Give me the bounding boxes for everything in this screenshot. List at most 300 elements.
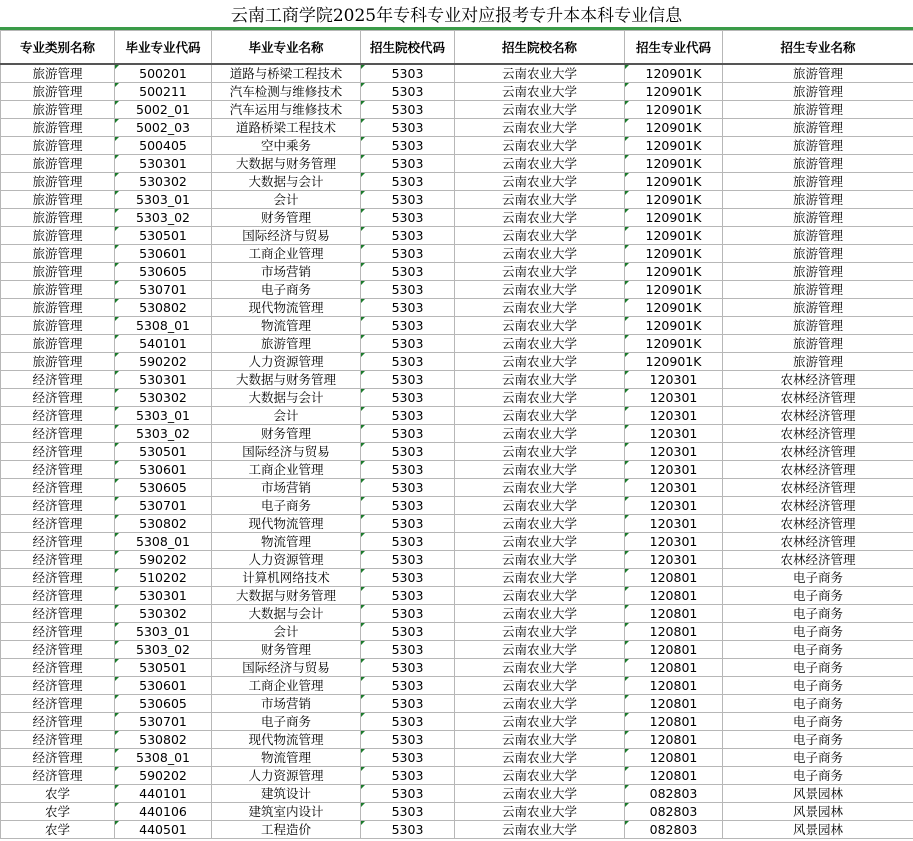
cell-category[interactable]: 经济管理 <box>1 371 115 389</box>
cell-enroll-major[interactable]: 旅游管理 <box>723 173 913 191</box>
cell-category[interactable]: 经济管理 <box>1 407 115 425</box>
cell-enroll-major[interactable]: 农林经济管理 <box>723 371 913 389</box>
cell-grad-code[interactable]: 530301 <box>115 587 212 605</box>
cell-grad-code[interactable]: 530501 <box>115 227 212 245</box>
cell-enroll-code[interactable]: 120301 <box>625 515 723 533</box>
cell-school-code[interactable]: 5303 <box>361 245 455 263</box>
cell-school-name[interactable]: 云南农业大学 <box>455 101 625 119</box>
cell-enroll-code[interactable]: 120901K <box>625 263 723 281</box>
cell-enroll-code[interactable]: 120801 <box>625 623 723 641</box>
cell-enroll-code[interactable]: 120901K <box>625 209 723 227</box>
cell-category[interactable]: 经济管理 <box>1 425 115 443</box>
cell-grad-code[interactable]: 530302 <box>115 173 212 191</box>
cell-grad-code[interactable]: 540101 <box>115 335 212 353</box>
cell-school-name[interactable]: 云南农业大学 <box>455 245 625 263</box>
cell-category[interactable]: 旅游管理 <box>1 101 115 119</box>
cell-grad-major[interactable]: 财务管理 <box>212 425 361 443</box>
cell-enroll-code[interactable]: 120801 <box>625 713 723 731</box>
cell-school-name[interactable]: 云南农业大学 <box>455 389 625 407</box>
cell-enroll-major[interactable]: 电子商务 <box>723 749 913 767</box>
cell-grad-major[interactable]: 汽车检测与维修技术 <box>212 83 361 101</box>
cell-enroll-major[interactable]: 旅游管理 <box>723 137 913 155</box>
cell-school-name[interactable]: 云南农业大学 <box>455 425 625 443</box>
cell-school-name[interactable]: 云南农业大学 <box>455 695 625 713</box>
cell-grad-major[interactable]: 大数据与财务管理 <box>212 587 361 605</box>
cell-grad-code[interactable]: 530501 <box>115 659 212 677</box>
header-enroll-code[interactable]: 招生专业代码 <box>625 31 723 65</box>
cell-enroll-major[interactable]: 电子商务 <box>723 587 913 605</box>
cell-grad-major[interactable]: 工商企业管理 <box>212 245 361 263</box>
cell-grad-code[interactable]: 5308_01 <box>115 533 212 551</box>
cell-school-code[interactable]: 5303 <box>361 155 455 173</box>
cell-school-code[interactable]: 5303 <box>361 641 455 659</box>
cell-enroll-code[interactable]: 120301 <box>625 407 723 425</box>
cell-grad-code[interactable]: 500211 <box>115 83 212 101</box>
cell-enroll-major[interactable]: 旅游管理 <box>723 119 913 137</box>
cell-school-name[interactable]: 云南农业大学 <box>455 83 625 101</box>
cell-category[interactable]: 旅游管理 <box>1 83 115 101</box>
cell-enroll-code[interactable]: 120901K <box>625 317 723 335</box>
cell-enroll-major[interactable]: 农林经济管理 <box>723 443 913 461</box>
cell-enroll-major[interactable]: 旅游管理 <box>723 227 913 245</box>
cell-enroll-major[interactable]: 电子商务 <box>723 731 913 749</box>
cell-school-code[interactable]: 5303 <box>361 173 455 191</box>
cell-school-name[interactable]: 云南农业大学 <box>455 443 625 461</box>
cell-category[interactable]: 经济管理 <box>1 695 115 713</box>
cell-school-name[interactable]: 云南农业大学 <box>455 173 625 191</box>
cell-school-code[interactable]: 5303 <box>361 191 455 209</box>
cell-school-name[interactable]: 云南农业大学 <box>455 137 625 155</box>
cell-grad-major[interactable]: 会计 <box>212 623 361 641</box>
cell-school-name[interactable]: 云南农业大学 <box>455 641 625 659</box>
cell-enroll-major[interactable]: 电子商务 <box>723 641 913 659</box>
cell-category[interactable]: 旅游管理 <box>1 281 115 299</box>
cell-enroll-code[interactable]: 120801 <box>625 749 723 767</box>
cell-enroll-code[interactable]: 120301 <box>625 371 723 389</box>
cell-category[interactable]: 经济管理 <box>1 587 115 605</box>
cell-grad-major[interactable]: 国际经济与贸易 <box>212 659 361 677</box>
cell-enroll-code[interactable]: 082803 <box>625 803 723 821</box>
cell-grad-code[interactable]: 530605 <box>115 263 212 281</box>
cell-school-code[interactable]: 5303 <box>361 227 455 245</box>
cell-enroll-code[interactable]: 120801 <box>625 695 723 713</box>
cell-grad-code[interactable]: 530802 <box>115 299 212 317</box>
cell-grad-code[interactable]: 440106 <box>115 803 212 821</box>
cell-category[interactable]: 经济管理 <box>1 461 115 479</box>
cell-grad-code[interactable]: 5002_03 <box>115 119 212 137</box>
cell-category[interactable]: 旅游管理 <box>1 245 115 263</box>
cell-category[interactable]: 旅游管理 <box>1 317 115 335</box>
cell-category[interactable]: 经济管理 <box>1 497 115 515</box>
cell-school-code[interactable]: 5303 <box>361 209 455 227</box>
cell-school-code[interactable]: 5303 <box>361 497 455 515</box>
cell-grad-major[interactable]: 道路与桥梁工程技术 <box>212 64 361 83</box>
cell-enroll-code[interactable]: 120801 <box>625 587 723 605</box>
cell-category[interactable]: 经济管理 <box>1 389 115 407</box>
cell-school-name[interactable]: 云南农业大学 <box>455 497 625 515</box>
cell-enroll-major[interactable]: 旅游管理 <box>723 64 913 83</box>
cell-school-name[interactable]: 云南农业大学 <box>455 335 625 353</box>
cell-school-code[interactable]: 5303 <box>361 623 455 641</box>
cell-grad-code[interactable]: 530501 <box>115 443 212 461</box>
cell-grad-major[interactable]: 大数据与会计 <box>212 173 361 191</box>
cell-grad-code[interactable]: 5303_01 <box>115 623 212 641</box>
cell-school-code[interactable]: 5303 <box>361 785 455 803</box>
cell-school-name[interactable]: 云南农业大学 <box>455 587 625 605</box>
cell-school-code[interactable]: 5303 <box>361 443 455 461</box>
cell-school-code[interactable]: 5303 <box>361 551 455 569</box>
cell-school-code[interactable]: 5303 <box>361 767 455 785</box>
cell-school-code[interactable]: 5303 <box>361 749 455 767</box>
cell-enroll-major[interactable]: 电子商务 <box>723 677 913 695</box>
cell-category[interactable]: 旅游管理 <box>1 155 115 173</box>
cell-grad-code[interactable]: 5308_01 <box>115 317 212 335</box>
cell-enroll-code[interactable]: 120901K <box>625 83 723 101</box>
cell-school-name[interactable]: 云南农业大学 <box>455 263 625 281</box>
cell-grad-major[interactable]: 物流管理 <box>212 749 361 767</box>
cell-enroll-code[interactable]: 120901K <box>625 173 723 191</box>
cell-grad-major[interactable]: 现代物流管理 <box>212 515 361 533</box>
cell-school-code[interactable]: 5303 <box>361 677 455 695</box>
cell-enroll-major[interactable]: 农林经济管理 <box>723 497 913 515</box>
cell-enroll-major[interactable]: 旅游管理 <box>723 353 913 371</box>
cell-grad-code[interactable]: 440101 <box>115 785 212 803</box>
cell-enroll-code[interactable]: 120801 <box>625 767 723 785</box>
cell-enroll-code[interactable]: 120901K <box>625 64 723 83</box>
cell-school-name[interactable]: 云南农业大学 <box>455 821 625 839</box>
cell-grad-major[interactable]: 财务管理 <box>212 209 361 227</box>
cell-category[interactable]: 经济管理 <box>1 623 115 641</box>
cell-grad-major[interactable]: 汽车运用与维修技术 <box>212 101 361 119</box>
cell-school-code[interactable]: 5303 <box>361 317 455 335</box>
cell-school-code[interactable]: 5303 <box>361 389 455 407</box>
cell-school-code[interactable]: 5303 <box>361 731 455 749</box>
cell-grad-code[interactable]: 5303_02 <box>115 641 212 659</box>
cell-grad-code[interactable]: 530301 <box>115 371 212 389</box>
cell-school-name[interactable]: 云南农业大学 <box>455 209 625 227</box>
cell-category[interactable]: 经济管理 <box>1 569 115 587</box>
cell-enroll-major[interactable]: 农林经济管理 <box>723 425 913 443</box>
cell-grad-code[interactable]: 500201 <box>115 64 212 83</box>
cell-enroll-major[interactable]: 风景园林 <box>723 803 913 821</box>
cell-enroll-code[interactable]: 120801 <box>625 569 723 587</box>
cell-enroll-major[interactable]: 旅游管理 <box>723 209 913 227</box>
cell-enroll-major[interactable]: 风景园林 <box>723 821 913 839</box>
cell-grad-code[interactable]: 530302 <box>115 389 212 407</box>
cell-enroll-major[interactable]: 农林经济管理 <box>723 407 913 425</box>
cell-enroll-code[interactable]: 120801 <box>625 659 723 677</box>
cell-grad-code[interactable]: 530701 <box>115 281 212 299</box>
cell-school-code[interactable]: 5303 <box>361 119 455 137</box>
cell-school-name[interactable]: 云南农业大学 <box>455 713 625 731</box>
cell-enroll-code[interactable]: 082803 <box>625 785 723 803</box>
cell-school-code[interactable]: 5303 <box>361 713 455 731</box>
cell-enroll-major[interactable]: 电子商务 <box>723 695 913 713</box>
cell-grad-major[interactable]: 市场营销 <box>212 479 361 497</box>
cell-enroll-code[interactable]: 120901K <box>625 137 723 155</box>
cell-grad-code[interactable]: 5308_01 <box>115 749 212 767</box>
cell-category[interactable]: 农学 <box>1 821 115 839</box>
cell-category[interactable]: 旅游管理 <box>1 191 115 209</box>
cell-grad-code[interactable]: 5303_01 <box>115 407 212 425</box>
cell-grad-code[interactable]: 530605 <box>115 479 212 497</box>
cell-school-name[interactable]: 云南农业大学 <box>455 461 625 479</box>
cell-category[interactable]: 经济管理 <box>1 551 115 569</box>
cell-category[interactable]: 旅游管理 <box>1 263 115 281</box>
cell-school-name[interactable]: 云南农业大学 <box>455 803 625 821</box>
cell-enroll-major[interactable]: 旅游管理 <box>723 191 913 209</box>
cell-enroll-major[interactable]: 旅游管理 <box>723 335 913 353</box>
cell-grad-major[interactable]: 物流管理 <box>212 317 361 335</box>
cell-category[interactable]: 农学 <box>1 785 115 803</box>
cell-category[interactable]: 旅游管理 <box>1 353 115 371</box>
cell-grad-major[interactable]: 现代物流管理 <box>212 299 361 317</box>
cell-grad-major[interactable]: 工商企业管理 <box>212 677 361 695</box>
cell-school-name[interactable]: 云南农业大学 <box>455 371 625 389</box>
cell-enroll-major[interactable]: 旅游管理 <box>723 101 913 119</box>
cell-school-code[interactable]: 5303 <box>361 83 455 101</box>
cell-school-code[interactable]: 5303 <box>361 533 455 551</box>
cell-school-name[interactable]: 云南农业大学 <box>455 64 625 83</box>
cell-category[interactable]: 经济管理 <box>1 641 115 659</box>
cell-school-name[interactable]: 云南农业大学 <box>455 317 625 335</box>
cell-grad-major[interactable]: 建筑室内设计 <box>212 803 361 821</box>
cell-category[interactable]: 旅游管理 <box>1 299 115 317</box>
cell-grad-major[interactable]: 计算机网络技术 <box>212 569 361 587</box>
cell-enroll-code[interactable]: 120901K <box>625 155 723 173</box>
cell-grad-major[interactable]: 大数据与财务管理 <box>212 371 361 389</box>
cell-category[interactable]: 经济管理 <box>1 479 115 497</box>
cell-grad-code[interactable]: 530605 <box>115 695 212 713</box>
cell-enroll-code[interactable]: 120301 <box>625 425 723 443</box>
cell-grad-major[interactable]: 大数据与财务管理 <box>212 155 361 173</box>
cell-enroll-code[interactable]: 120901K <box>625 101 723 119</box>
cell-school-code[interactable]: 5303 <box>361 659 455 677</box>
cell-school-code[interactable]: 5303 <box>361 371 455 389</box>
cell-school-name[interactable]: 云南农业大学 <box>455 749 625 767</box>
cell-enroll-major[interactable]: 农林经济管理 <box>723 461 913 479</box>
cell-enroll-major[interactable]: 旅游管理 <box>723 317 913 335</box>
cell-grad-code[interactable]: 5303_02 <box>115 425 212 443</box>
cell-enroll-major[interactable]: 旅游管理 <box>723 155 913 173</box>
cell-school-name[interactable]: 云南农业大学 <box>455 569 625 587</box>
cell-category[interactable]: 旅游管理 <box>1 227 115 245</box>
cell-enroll-code[interactable]: 120901K <box>625 245 723 263</box>
cell-grad-major[interactable]: 电子商务 <box>212 281 361 299</box>
cell-grad-major[interactable]: 市场营销 <box>212 263 361 281</box>
cell-enroll-code[interactable]: 120901K <box>625 191 723 209</box>
cell-category[interactable]: 经济管理 <box>1 443 115 461</box>
cell-grad-major[interactable]: 人力资源管理 <box>212 551 361 569</box>
cell-school-code[interactable]: 5303 <box>361 263 455 281</box>
cell-school-code[interactable]: 5303 <box>361 515 455 533</box>
cell-enroll-major[interactable]: 旅游管理 <box>723 83 913 101</box>
cell-category[interactable]: 旅游管理 <box>1 119 115 137</box>
cell-grad-code[interactable]: 530302 <box>115 605 212 623</box>
cell-enroll-code[interactable]: 082803 <box>625 821 723 839</box>
cell-enroll-code[interactable]: 120301 <box>625 443 723 461</box>
cell-enroll-code[interactable]: 120301 <box>625 533 723 551</box>
cell-category[interactable]: 经济管理 <box>1 731 115 749</box>
cell-enroll-major[interactable]: 电子商务 <box>723 605 913 623</box>
header-school-code[interactable]: 招生院校代码 <box>361 31 455 65</box>
cell-school-code[interactable]: 5303 <box>361 299 455 317</box>
cell-grad-major[interactable]: 人力资源管理 <box>212 767 361 785</box>
cell-grad-major[interactable]: 会计 <box>212 407 361 425</box>
cell-enroll-major[interactable]: 旅游管理 <box>723 263 913 281</box>
cell-school-code[interactable]: 5303 <box>361 353 455 371</box>
cell-school-code[interactable]: 5303 <box>361 821 455 839</box>
cell-school-name[interactable]: 云南农业大学 <box>455 479 625 497</box>
cell-grad-code[interactable]: 440501 <box>115 821 212 839</box>
cell-enroll-major[interactable]: 电子商务 <box>723 623 913 641</box>
cell-grad-major[interactable]: 现代物流管理 <box>212 731 361 749</box>
cell-grad-major[interactable]: 大数据与会计 <box>212 389 361 407</box>
cell-school-code[interactable]: 5303 <box>361 425 455 443</box>
cell-enroll-major[interactable]: 农林经济管理 <box>723 533 913 551</box>
cell-category[interactable]: 经济管理 <box>1 677 115 695</box>
cell-school-name[interactable]: 云南农业大学 <box>455 155 625 173</box>
cell-enroll-code[interactable]: 120901K <box>625 299 723 317</box>
cell-school-name[interactable]: 云南农业大学 <box>455 731 625 749</box>
cell-grad-code[interactable]: 590202 <box>115 551 212 569</box>
cell-enroll-major[interactable]: 旅游管理 <box>723 281 913 299</box>
cell-grad-major[interactable]: 电子商务 <box>212 713 361 731</box>
cell-enroll-major[interactable]: 电子商务 <box>723 767 913 785</box>
cell-category[interactable]: 旅游管理 <box>1 64 115 83</box>
cell-grad-major[interactable]: 市场营销 <box>212 695 361 713</box>
cell-grad-major[interactable]: 道路桥梁工程技术 <box>212 119 361 137</box>
cell-school-name[interactable]: 云南农业大学 <box>455 659 625 677</box>
cell-school-code[interactable]: 5303 <box>361 695 455 713</box>
cell-school-name[interactable]: 云南农业大学 <box>455 353 625 371</box>
cell-enroll-code[interactable]: 120901K <box>625 119 723 137</box>
cell-grad-code[interactable]: 530301 <box>115 155 212 173</box>
cell-school-code[interactable]: 5303 <box>361 569 455 587</box>
header-school-name[interactable]: 招生院校名称 <box>455 31 625 65</box>
cell-grad-major[interactable]: 旅游管理 <box>212 335 361 353</box>
cell-grad-major[interactable]: 建筑设计 <box>212 785 361 803</box>
cell-enroll-major[interactable]: 农林经济管理 <box>723 479 913 497</box>
cell-grad-major[interactable]: 工程造价 <box>212 821 361 839</box>
cell-enroll-code[interactable]: 120301 <box>625 389 723 407</box>
cell-grad-code[interactable]: 590202 <box>115 353 212 371</box>
cell-grad-code[interactable]: 530601 <box>115 461 212 479</box>
cell-grad-major[interactable]: 会计 <box>212 191 361 209</box>
cell-enroll-major[interactable]: 电子商务 <box>723 569 913 587</box>
cell-school-name[interactable]: 云南农业大学 <box>455 281 625 299</box>
cell-grad-major[interactable]: 工商企业管理 <box>212 461 361 479</box>
cell-school-name[interactable]: 云南农业大学 <box>455 515 625 533</box>
cell-enroll-code[interactable]: 120901K <box>625 227 723 245</box>
cell-school-name[interactable]: 云南农业大学 <box>455 785 625 803</box>
cell-grad-code[interactable]: 530701 <box>115 713 212 731</box>
cell-school-code[interactable]: 5303 <box>361 335 455 353</box>
cell-category[interactable]: 旅游管理 <box>1 335 115 353</box>
cell-enroll-code[interactable]: 120301 <box>625 461 723 479</box>
cell-school-code[interactable]: 5303 <box>361 281 455 299</box>
cell-school-name[interactable]: 云南农业大学 <box>455 407 625 425</box>
cell-category[interactable]: 农学 <box>1 803 115 821</box>
cell-grad-code[interactable]: 5303_01 <box>115 191 212 209</box>
header-grad-major[interactable]: 毕业专业名称 <box>212 31 361 65</box>
cell-school-code[interactable]: 5303 <box>361 803 455 821</box>
cell-school-code[interactable]: 5303 <box>361 137 455 155</box>
cell-category[interactable]: 经济管理 <box>1 659 115 677</box>
cell-school-name[interactable]: 云南农业大学 <box>455 551 625 569</box>
cell-grad-code[interactable]: 5002_01 <box>115 101 212 119</box>
cell-school-code[interactable]: 5303 <box>361 101 455 119</box>
cell-category[interactable]: 旅游管理 <box>1 209 115 227</box>
cell-enroll-major[interactable]: 旅游管理 <box>723 299 913 317</box>
cell-grad-code[interactable]: 5303_02 <box>115 209 212 227</box>
cell-school-name[interactable]: 云南农业大学 <box>455 767 625 785</box>
cell-grad-code[interactable]: 530601 <box>115 245 212 263</box>
cell-grad-code[interactable]: 590202 <box>115 767 212 785</box>
cell-grad-major[interactable]: 国际经济与贸易 <box>212 227 361 245</box>
cell-category[interactable]: 经济管理 <box>1 767 115 785</box>
cell-school-name[interactable]: 云南农业大学 <box>455 227 625 245</box>
cell-enroll-code[interactable]: 120801 <box>625 677 723 695</box>
cell-school-name[interactable]: 云南农业大学 <box>455 605 625 623</box>
cell-school-code[interactable]: 5303 <box>361 479 455 497</box>
cell-grad-code[interactable]: 530802 <box>115 515 212 533</box>
cell-school-code[interactable]: 5303 <box>361 407 455 425</box>
cell-school-name[interactable]: 云南农业大学 <box>455 119 625 137</box>
header-grad-code[interactable]: 毕业专业代码 <box>115 31 212 65</box>
cell-category[interactable]: 经济管理 <box>1 515 115 533</box>
cell-school-code[interactable]: 5303 <box>361 605 455 623</box>
cell-enroll-code[interactable]: 120801 <box>625 641 723 659</box>
cell-enroll-major[interactable]: 电子商务 <box>723 659 913 677</box>
cell-grad-code[interactable]: 530802 <box>115 731 212 749</box>
cell-enroll-major[interactable]: 农林经济管理 <box>723 389 913 407</box>
header-enroll-major[interactable]: 招生专业名称 <box>723 31 913 65</box>
cell-school-name[interactable]: 云南农业大学 <box>455 533 625 551</box>
cell-grad-major[interactable]: 人力资源管理 <box>212 353 361 371</box>
cell-grad-code[interactable]: 510202 <box>115 569 212 587</box>
cell-school-code[interactable]: 5303 <box>361 587 455 605</box>
cell-category[interactable]: 经济管理 <box>1 605 115 623</box>
cell-enroll-code[interactable]: 120801 <box>625 605 723 623</box>
cell-enroll-code[interactable]: 120801 <box>625 731 723 749</box>
cell-school-code[interactable]: 5303 <box>361 461 455 479</box>
cell-enroll-code[interactable]: 120301 <box>625 479 723 497</box>
cell-school-name[interactable]: 云南农业大学 <box>455 191 625 209</box>
cell-enroll-major[interactable]: 旅游管理 <box>723 245 913 263</box>
cell-enroll-code[interactable]: 120901K <box>625 281 723 299</box>
cell-school-name[interactable]: 云南农业大学 <box>455 677 625 695</box>
cell-enroll-code[interactable]: 120301 <box>625 551 723 569</box>
cell-school-name[interactable]: 云南农业大学 <box>455 623 625 641</box>
cell-category[interactable]: 经济管理 <box>1 713 115 731</box>
cell-grad-major[interactable]: 财务管理 <box>212 641 361 659</box>
cell-school-code[interactable]: 5303 <box>361 64 455 83</box>
cell-grad-code[interactable]: 530701 <box>115 497 212 515</box>
cell-grad-code[interactable]: 500405 <box>115 137 212 155</box>
cell-school-name[interactable]: 云南农业大学 <box>455 299 625 317</box>
cell-enroll-major[interactable]: 风景园林 <box>723 785 913 803</box>
cell-grad-major[interactable]: 物流管理 <box>212 533 361 551</box>
cell-grad-major[interactable]: 大数据与会计 <box>212 605 361 623</box>
cell-category[interactable]: 旅游管理 <box>1 173 115 191</box>
cell-enroll-major[interactable]: 农林经济管理 <box>723 515 913 533</box>
header-category[interactable]: 专业类别名称 <box>1 31 115 65</box>
cell-enroll-major[interactable]: 电子商务 <box>723 713 913 731</box>
cell-category[interactable]: 旅游管理 <box>1 137 115 155</box>
cell-category[interactable]: 经济管理 <box>1 533 115 551</box>
cell-enroll-code[interactable]: 120301 <box>625 497 723 515</box>
